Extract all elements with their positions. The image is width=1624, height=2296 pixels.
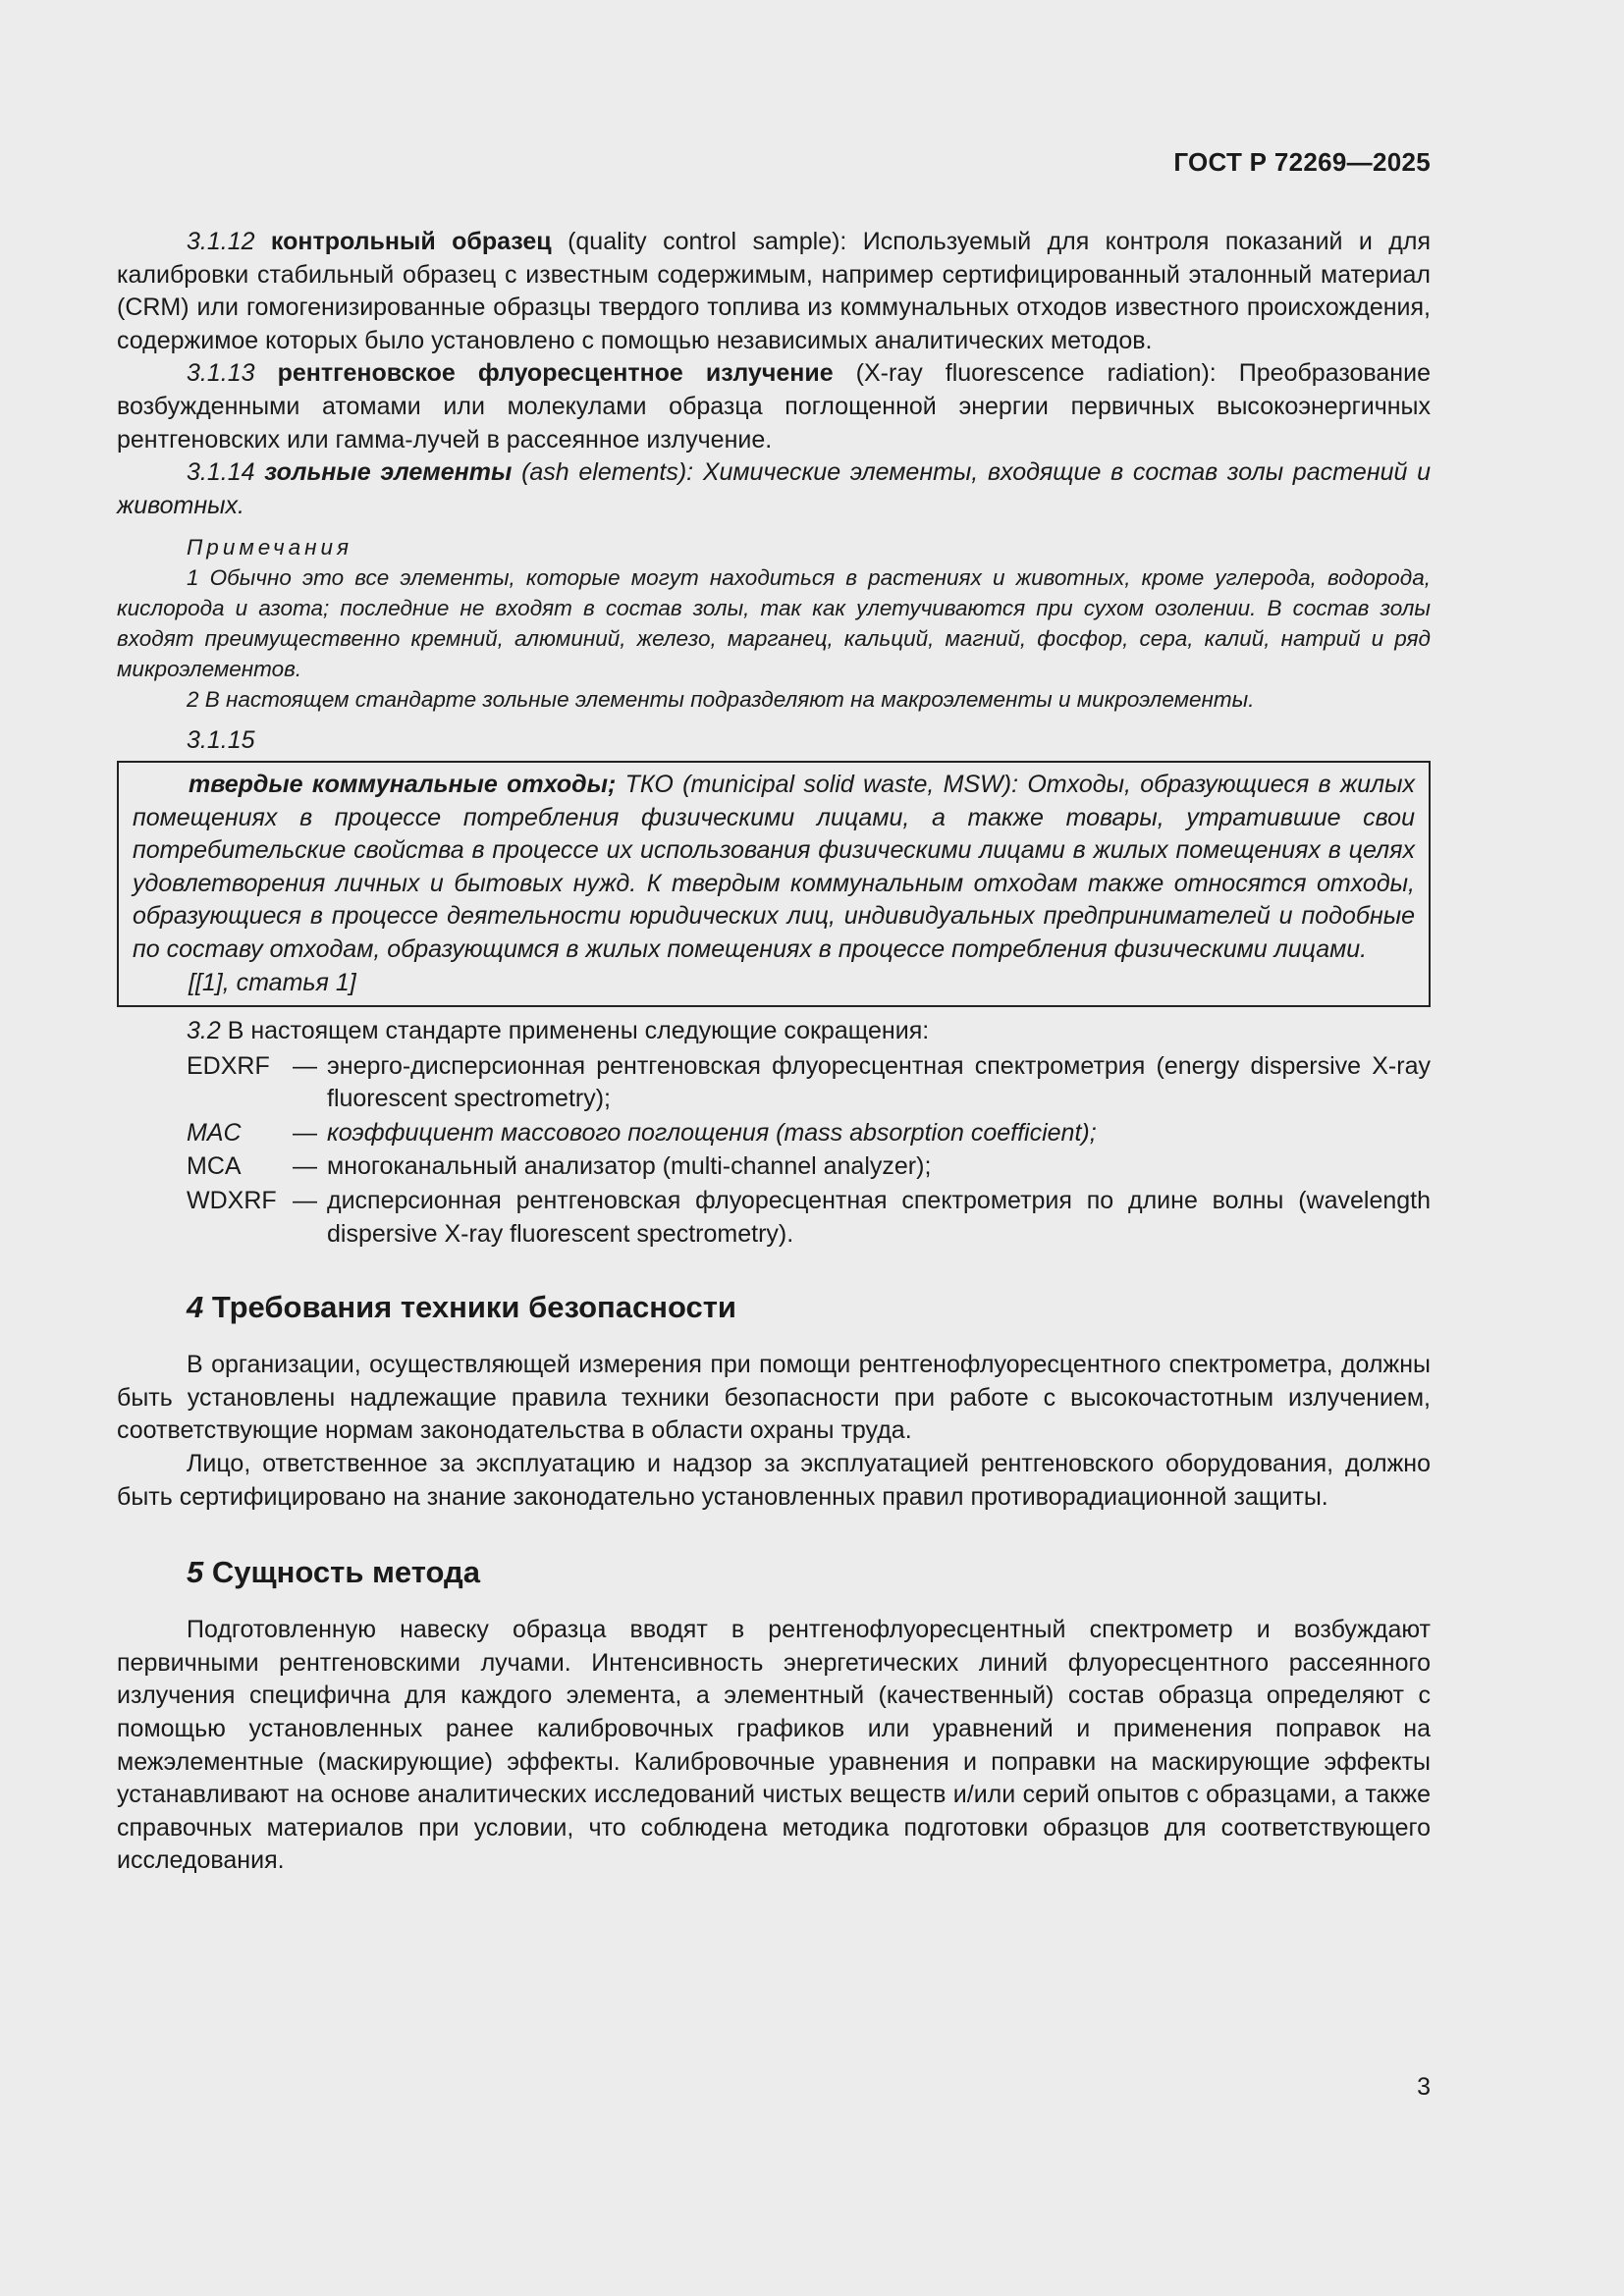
abbreviation-dash: — — [293, 1187, 317, 1215]
reference: [[1], статья 1] — [189, 968, 356, 996]
term: твердые коммунальные отходы; — [189, 770, 617, 798]
notes-title: Примечания — [187, 535, 353, 561]
abbreviation-definition: коэффициент массового поглощения (mass absorption coefficient); — [327, 1118, 1097, 1147]
section-number: 4 — [187, 1290, 204, 1325]
clause-number: 3.2 — [187, 1017, 221, 1045]
boxed-definition-text — [133, 769, 1415, 967]
definition-text: (ash elements): Химические элементы, входящие в состав золы растений и животных. — [117, 458, 1432, 519]
section-5-paragraph-1: Подготовленную навеску образца вводят в рентгенофлуоресцентный спектрометр и возбуждают первичными рентгеновскими лучами. Интенсивность энергетических линий флуоресцентного рассеянного излучения специфична для каждого элемента, а элементный (качественный) состав образца определяют с помощью установленных ранее калибровочных графиков или уравнений и применения поправок на межэлементные (маскирующие) эффекты. Калибровочные уравнения и поправки на маскирующие эффекты устанавливают на основе аналитических исследований чистых веществ и/или серий опытов с образцами, а также справочных материалов при условии, что соблюдена методика подготовки образцов для соответствующего исследования. — [117, 1616, 1431, 1875]
clause-number: 3.1.13 — [187, 359, 255, 388]
note-2: 2 В настоящем стандарте зольные элементы подразделяют на макроэлементы и микроэлементы. — [187, 687, 1255, 713]
intro-text: В настоящем стандарте применены следующие сокращения: — [220, 1017, 930, 1045]
abbreviation-key: MCA — [187, 1152, 242, 1181]
abbreviation-definition: многоканальный анализатор (multi-channel analyzer); — [327, 1152, 932, 1181]
abbreviation-key: MAC — [187, 1118, 242, 1147]
definition-text: ТКО (municipal solid waste, MSW): Отходы, образующиеся в жилых помещениях в процессе потребления физическими лицами, а также товары, утратившие свои потребительские свойства в процессе их использования физическими лицами в жилых помещениях в целях удовлетворения личных и бытовых нужд. К твердым коммунальным отходам также относятся отходы, образующиеся в процессе деятельности юридических лиц, индивидуальных предпринимателей и подобные по составу отходам, образующимся в жилых помещениях в процессе потребления физическими лицами. — [133, 770, 1415, 963]
term: зольные элементы — [264, 458, 513, 487]
definition-text: (X-ray fluorescence radiation): Преобразование возбужденными атомами или молекулами образца поглощенной энергии первичных высокоэнергичных рентгеновских или гамма-лучей в рассеянное излучение. — [117, 359, 1431, 454]
abbreviation-row — [117, 1050, 1431, 1116]
notes-block — [117, 532, 1431, 715]
section-number: 5 — [187, 1555, 204, 1590]
term: рентгеновское флуоресцентное излучение — [277, 359, 834, 388]
clause-number-3-1-15: 3.1.15 — [187, 726, 255, 755]
clause-number: 3.1.14 — [187, 458, 255, 487]
abbreviation-row — [117, 1185, 1431, 1251]
abbreviation-dash: — — [293, 1118, 317, 1147]
section-4-paragraph-2: Лицо, ответственное за эксплуатацию и надзор за эксплуатацией рентгеновского оборудования, должно быть сертифицировано на знание законодательно установленных правил противорадиационной защиты. — [117, 1450, 1431, 1511]
abbreviation-definition: дисперсионная рентгеновская флуоресцентная спектрометрия по длине волны (wavelength dispersive X-ray fluorescent spectrometry). — [327, 1187, 1431, 1248]
page-number: 3 — [1417, 2073, 1431, 2101]
abbreviation-row — [117, 1150, 1431, 1184]
definition-text: (quality control sample): Используемый для контроля показаний и для калибровки стабильный образец с известным содержимым, например сертифицированный эталонный материал (CRM) или гомогенизированные образцы твердого топлива из коммунальных отходов известного происхождения, содержимое которых было установлено с помощью независимых аналитических методов. — [117, 228, 1431, 354]
section-title: Сущность метода — [203, 1555, 480, 1590]
section-title: Требования техники безопасности — [203, 1290, 736, 1325]
document-code: ГОСТ Р 72269—2025 — [1173, 147, 1431, 177]
section-5-heading — [117, 1553, 1431, 1592]
abbreviations-intro — [117, 1015, 1431, 1048]
abbreviation-key: EDXRF — [187, 1051, 270, 1080]
boxed-definition — [117, 761, 1431, 1007]
note-1: 1 Обычно это все элементы, которые могут находиться в растениях и животных, кроме углерода, водорода, кислорода и азота; последние не входят в состав золы, так как улетучиваются при сухом озолении. В состав золы входят преимущественно кремний, алюминий, железо, марганец, кальций, магний, фосфор, сера, калий, натрий и ряд микроэлементов. — [117, 565, 1431, 682]
definition-3-1-12 — [117, 226, 1431, 357]
section-4-heading — [117, 1288, 1431, 1327]
definition-3-1-14 — [117, 456, 1431, 522]
abbreviation-row — [117, 1117, 1431, 1150]
abbreviations-list — [117, 1050, 1431, 1252]
abbreviation-definition: энерго-дисперсионная рентгеновская флуоресцентная спектрометрия (energy dispersive X-ray fluorescent spectrometry); — [327, 1051, 1431, 1113]
section-4-paragraph-1: В организации, осуществляющей измерения при помощи рентгенофлуоресцентного спектрометра, должны быть установлены надлежащие правила техники безопасности при работе с высокочастотным излучением, соответствующие нормам законодательства в области охраны труда. — [117, 1351, 1431, 1445]
clause-number: 3.1.12 — [187, 228, 255, 255]
abbreviation-dash: — — [293, 1152, 317, 1181]
definition-3-1-13 — [117, 357, 1431, 456]
abbreviation-key: WDXRF — [187, 1187, 277, 1215]
term: контрольный образец — [270, 228, 552, 255]
abbreviation-dash: — — [293, 1051, 317, 1080]
page-body — [117, 226, 1431, 1878]
